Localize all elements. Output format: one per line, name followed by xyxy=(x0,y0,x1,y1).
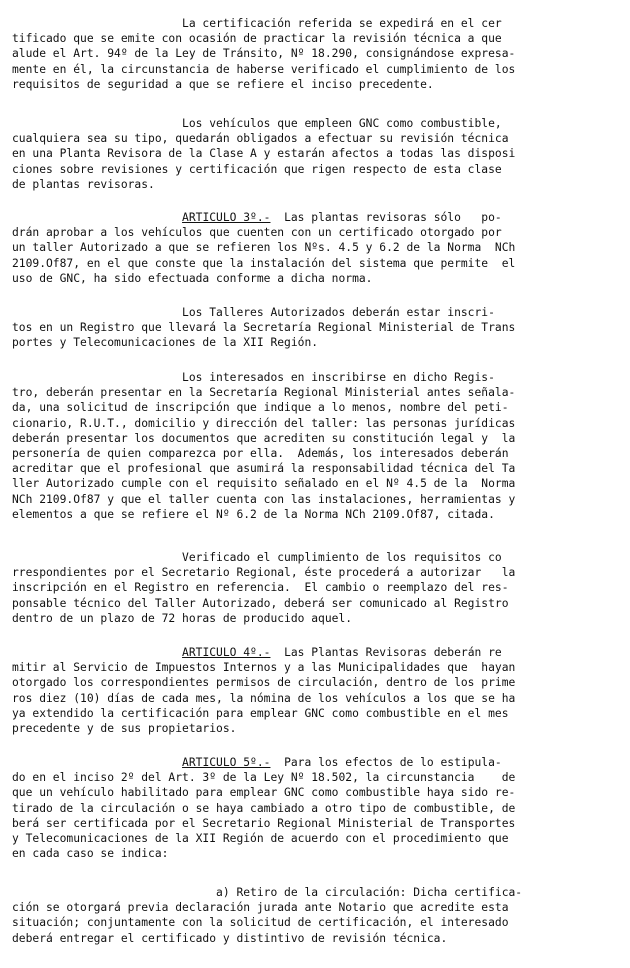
article-intro: Para los efectos de lo estipula- xyxy=(270,756,502,769)
article-3 xyxy=(12,210,618,286)
text-line: ya extendido la certificación para emplear GNC como combustible en el mes xyxy=(12,706,509,720)
text-line: portes y Telecomunicaciones de la XII Región. xyxy=(12,336,319,350)
paragraph-retiro-circulacion xyxy=(12,885,618,946)
text-line: ciones sobre revisiones y certificación que rigen respecto de esta clase xyxy=(12,162,502,176)
text-line: La certificación referida se expedirá en el cer xyxy=(12,17,502,30)
text-line: dentro de un plazo de 72 horas de producido aquel. xyxy=(12,611,353,625)
paragraph-talleres xyxy=(12,305,618,351)
text-line: situación; conjuntamente con la solicitud de certificación, el interesado xyxy=(12,916,509,930)
article-heading: ARTICULO 4º.- xyxy=(182,646,271,659)
text-line: personería de quien comparezca por ella. Además, los interesados deberán xyxy=(12,446,509,460)
article-heading: ARTICULO 5º.- xyxy=(182,756,271,769)
text-line: do en el inciso 2º del Art. 3º de la Ley Nº 18.502, la circunstancia de xyxy=(12,771,516,785)
text-line: que un vehículo habilitado para emplear GNC como combustible haya sido re- xyxy=(12,786,516,800)
text-line: deberá entregar el certificado y distintivo de revisión técnica. xyxy=(12,931,448,945)
text-line: mente en él, la circunstancia de haberse verificado el cumplimiento de los xyxy=(12,62,516,76)
text-line: ller Autorizado cumple con el requisito señalado en el Nº 4.5 de la Norma xyxy=(12,477,516,491)
text-line: Los interesados en inscribirse en dicho Regis- xyxy=(12,371,495,384)
text-line: uso de GNC, ha sido efectuada conforme a dicha norma. xyxy=(12,271,373,285)
text-line: tirado de la circulación o se haya cambiado a otro tipo de combustible, de xyxy=(12,801,516,815)
text-line: da, una solicitud de inscripción que indique a lo menos, nombre del peti- xyxy=(12,401,509,415)
text-line: NCh 2109.Of87 y que el taller cuenta con las instalaciones, herramientas y xyxy=(12,492,516,506)
text-line: 2109.Of87, en el que conste que la instalación del sistema que permite el xyxy=(12,256,516,270)
article-5 xyxy=(12,755,618,861)
text-line: acreditar que el profesional que asumirá la responsabilidad técnica del Ta xyxy=(12,462,516,476)
text-line: y Telecomunicaciones de la XII Región de acuerdo con el procedimiento que xyxy=(12,831,509,845)
text-line: berá ser certificada por el Secretario Regional Ministerial de Transportes xyxy=(12,816,516,830)
article-4 xyxy=(12,645,618,736)
text-line: rrespondientes por el Secretario Regional, éste procederá a autorizar la xyxy=(12,566,516,580)
paragraph-verificado xyxy=(12,550,618,626)
text-line: precedente y de sus propietarios. xyxy=(12,721,237,735)
article-heading: ARTICULO 3º.- xyxy=(182,211,271,224)
text-line: mitir al Servicio de Impuestos Internos y a las Municipalidades que hayan xyxy=(12,661,516,675)
paragraph-certificacion xyxy=(12,16,618,92)
text-line: en cada caso se indica: xyxy=(12,847,169,861)
article-intro: Las plantas revisoras sólo po- xyxy=(270,211,502,224)
text-line xyxy=(12,210,618,225)
article-intro: Las Plantas Revisoras deberán re xyxy=(270,646,502,659)
text-line: Los vehículos que empleen GNC como combustible, xyxy=(12,117,502,130)
text-line xyxy=(12,755,618,770)
text-line: tos en un Registro que llevará la Secretaría Regional Ministerial de Trans xyxy=(12,321,516,335)
text-line: en una Planta Revisora de la Clase A y estarán afectos a todas las disposi xyxy=(12,147,516,161)
text-line: deberán presentar los documentos que acrediten su constitución legal y la xyxy=(12,431,516,445)
text-line: requisitos de seguridad a que se refiere el inciso precedente. xyxy=(12,77,434,91)
text-line: cionario, R.U.T., domicilio y dirección del taller: las personas jurídicas xyxy=(12,416,516,430)
text-line: a) Retiro de la circulación: Dicha certifica- xyxy=(12,886,523,899)
text-line: ponsable técnico del Taller Autorizado, deberá ser comunicado al Registro xyxy=(12,596,509,610)
text-line: otorgado los correspondientes permisos de circulación, dentro de los prime xyxy=(12,676,516,690)
text-line: ción se otorgará previa declaración jurada ante Notario que acredite esta xyxy=(12,901,509,915)
text-line: inscripción en el Registro en referencia. El cambio o reemplazo del res- xyxy=(12,581,509,595)
text-line: tificado que se emite con ocasión de practicar la revisión técnica a que xyxy=(12,32,502,46)
text-line: Verificado el cumplimiento de los requisitos co xyxy=(12,551,502,564)
text-line: cualquiera sea su tipo, quedarán obligados a efectuar su revisión técnica xyxy=(12,132,509,146)
text-line: alude el Art. 94º de la Ley de Tránsito, Nº 18.290, consignándose expresa- xyxy=(12,47,516,61)
text-line: elementos a que se refiere el Nº 6.2 de la Norma NCh 2109.Of87, citada. xyxy=(12,507,495,521)
text-line xyxy=(12,645,618,660)
text-line: ros diez (10) días de cada mes, la nómina de los vehículos a los que se ha xyxy=(12,691,516,705)
text-line: Los Talleres Autorizados deberán estar inscri- xyxy=(12,306,495,319)
text-line: drán aprobar a los vehículos que cuenten con un certificado otorgado por xyxy=(12,226,502,240)
paragraph-interesados xyxy=(12,370,618,522)
text-line: de plantas revisoras. xyxy=(12,177,155,191)
text-line: tro, deberán presentar en la Secretaría Regional Ministerial antes señala- xyxy=(12,386,516,400)
text-line: un taller Autorizado a que se refieren los Nºs. 4.5 y 6.2 de la Norma NCh xyxy=(12,241,516,255)
paragraph-vehiculos-gnc xyxy=(12,116,618,192)
